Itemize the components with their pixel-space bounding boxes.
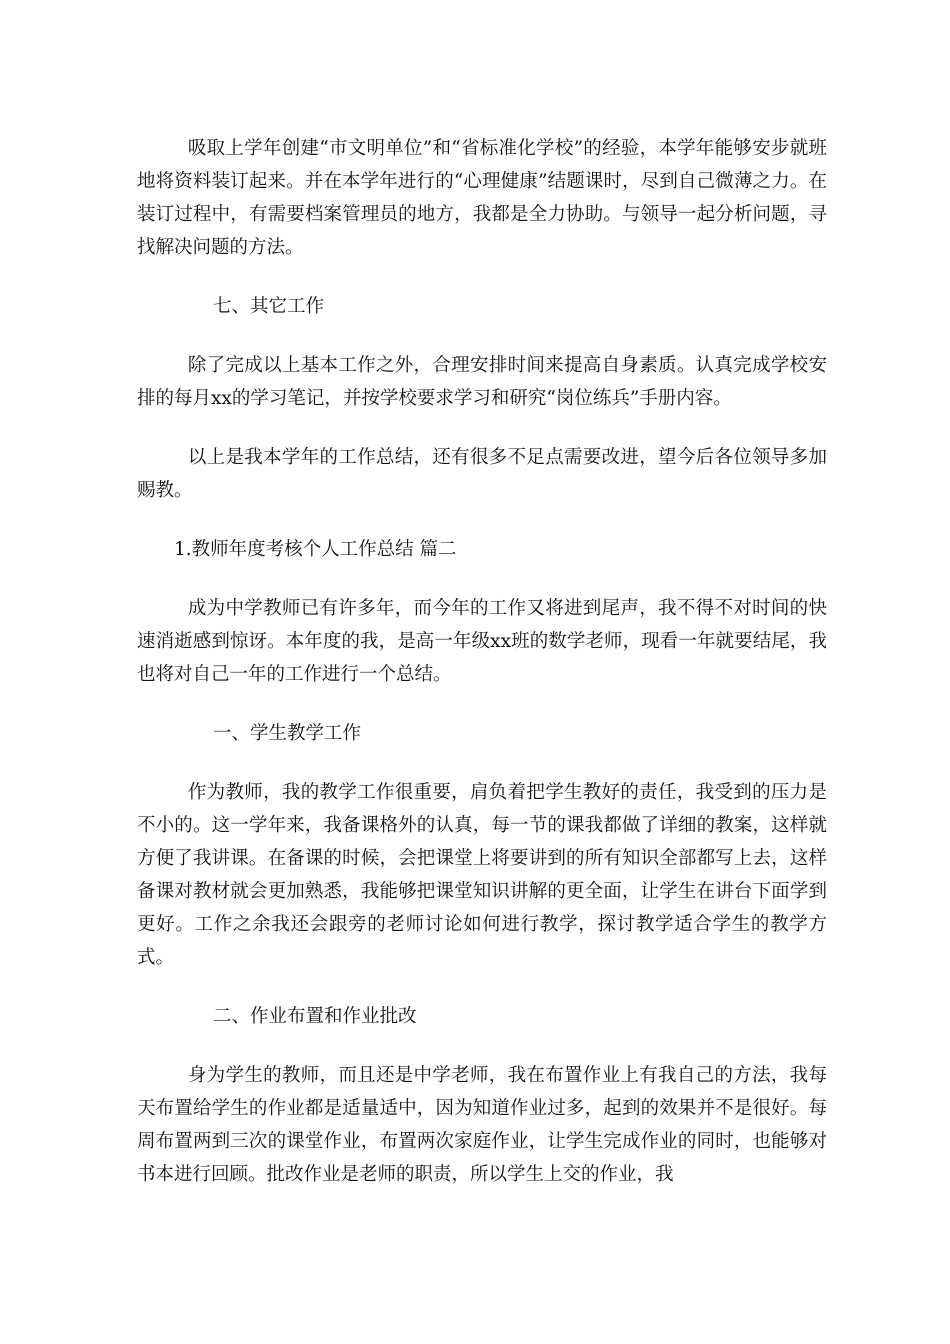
- section-heading-other-work: 七、其它工作: [213, 296, 325, 317]
- paragraph-summary-closing: 以上是我本学年的工作总结，还有很多不足点需要改进，望今后各位领导多加赐教。: [137, 447, 827, 501]
- paragraph-homework: 身为学生的教师，而且还是中学老师，我在布置作业上有我自己的方法，我每天布置给学生的作业都是适量适中，因为知道作业过多，起到的效果并不是很好。每周布置两到三次的课堂作业，布置两次家庭作业，让学生完成作业的同时，也能够对书本进行回顾。批改作业是老师的职责，所以学生上交的作业，我: [137, 1065, 827, 1185]
- paragraph-archive-work: 吸取上学年创建“市文明单位”和“省标准化学校”的经验，本学年能够安步就班地将资料装订起来。并在本学年进行的“心理健康”结题课时，尽到自己微薄之力。在装订过程中，有需要档案管理员的地方，我都是全力协助。与领导一起分析问题，寻找解决问题的方法。: [137, 138, 827, 258]
- paragraph-self-improvement: 除了完成以上基本工作之外，合理安排时间来提高自身素质。认真完成学校安排的每月xx的学习笔记，并按学校要求学习和研究“岗位练兵”手册内容。: [137, 355, 827, 409]
- document-body: [137, 132, 827, 1191]
- section-heading-homework: 二、作业布置和作业批改: [213, 1006, 417, 1027]
- article-title-part-two: 1.教师年度考核个人工作总结 篇二: [174, 539, 457, 560]
- paragraph-intro-part-two: 成为中学教师已有许多年，而今年的工作又将进到尾声，我不得不对时间的快速消逝感到惊讶。本年度的我，是高一年级xx班的数学老师，现看一年就要结尾，我也将对自己一年的工作进行一个总结。: [137, 598, 827, 685]
- paragraph-teaching-work: 作为教师，我的教学工作很重要，肩负着把学生教好的责任，我受到的压力是不小的。这一学年来，我备课格外的认真，每一节的课我都做了详细的教案，这样就方便了我讲课。在备课的时候，会把课堂上将要讲到的所有知识全部都写上去，这样备课对教材就会更加熟悉，我能够把课堂知识讲解的更全面，让学生在讲台下面学到更好。工作之余我还会跟旁的老师讨论如何进行教学，探讨教学适合学生的教学方式。: [137, 782, 827, 968]
- section-heading-teaching: 一、学生教学工作: [213, 723, 362, 744]
